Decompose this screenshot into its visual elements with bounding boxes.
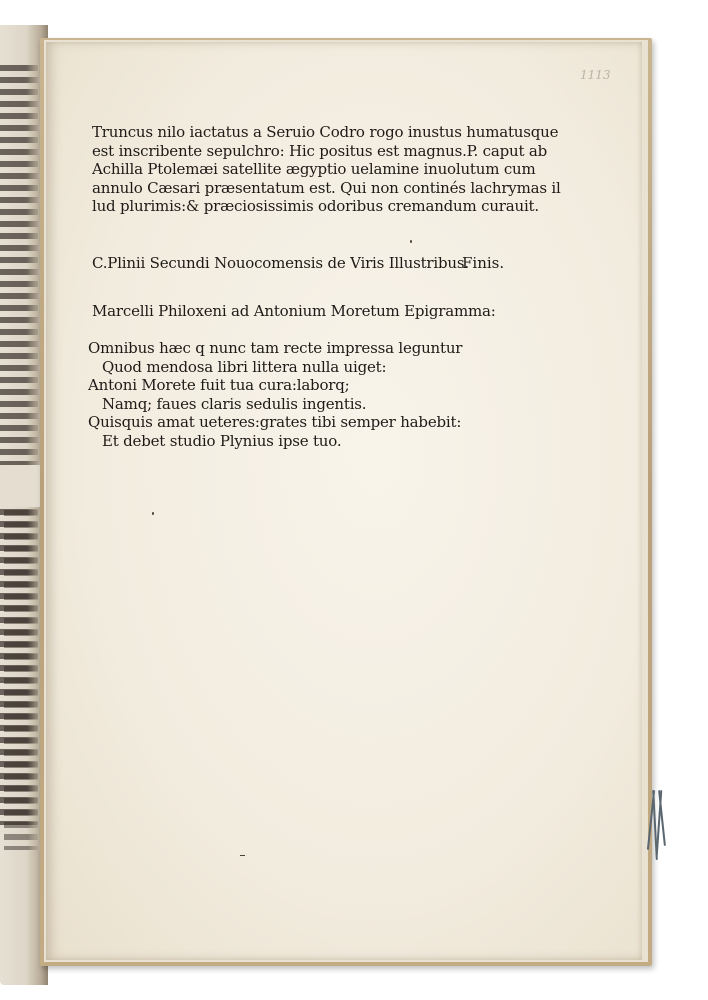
epigram-heading: Marcelli Philoxeni ad Antonium Moretum Epigramma:: [92, 302, 496, 320]
epigram-line: Et debet studio Plynius ipse tuo.: [102, 431, 342, 450]
epigram-line: Antoni Morete fuit tua cura:laborq;: [88, 376, 350, 394]
pencil-folio-note: 1113: [580, 68, 611, 82]
epigram: [88, 339, 462, 450]
epigram-line: Namq; faues claris sedulis ingentis.: [102, 394, 367, 413]
ink-speck: [410, 240, 412, 243]
facing-page-gap: [0, 465, 40, 507]
colophon: C.Plinii Secundi Nouocomensis de Viris Illustribus.: [92, 254, 469, 272]
text-line: Achilla Ptolemæi satellite ægyptio uelamine inuolutum cum: [92, 160, 536, 178]
bookmark-ribbon: [648, 790, 666, 862]
epigram-line: Quisquis amat ueteres:grates tibi semper habebit:: [88, 413, 462, 431]
closing-paragraph: [92, 123, 561, 216]
epigram-line: Omnibus hæc q nunc tam recte impressa leguntur: [88, 339, 463, 357]
facing-page-text-lower: [4, 510, 38, 850]
text-line: est inscribente sepulchro: Hic positus est magnus.P. caput ab: [92, 141, 548, 160]
text-line: annulo Cæsari præsentatum est. Qui non continés lachrymas il: [92, 178, 561, 197]
ink-speck: [152, 512, 154, 515]
text-line: lud plurimis:& præciosissimis odoribus cremandum curauit.: [92, 197, 539, 215]
text-line: Truncus nilo iactatus a Seruio Codro rogo inustus humatusque: [92, 123, 559, 141]
ink-speck: [240, 855, 245, 856]
epigram-line: Quod mendosa libri littera nulla uiget:: [102, 357, 387, 376]
finis-mark: Finis.: [462, 254, 505, 272]
